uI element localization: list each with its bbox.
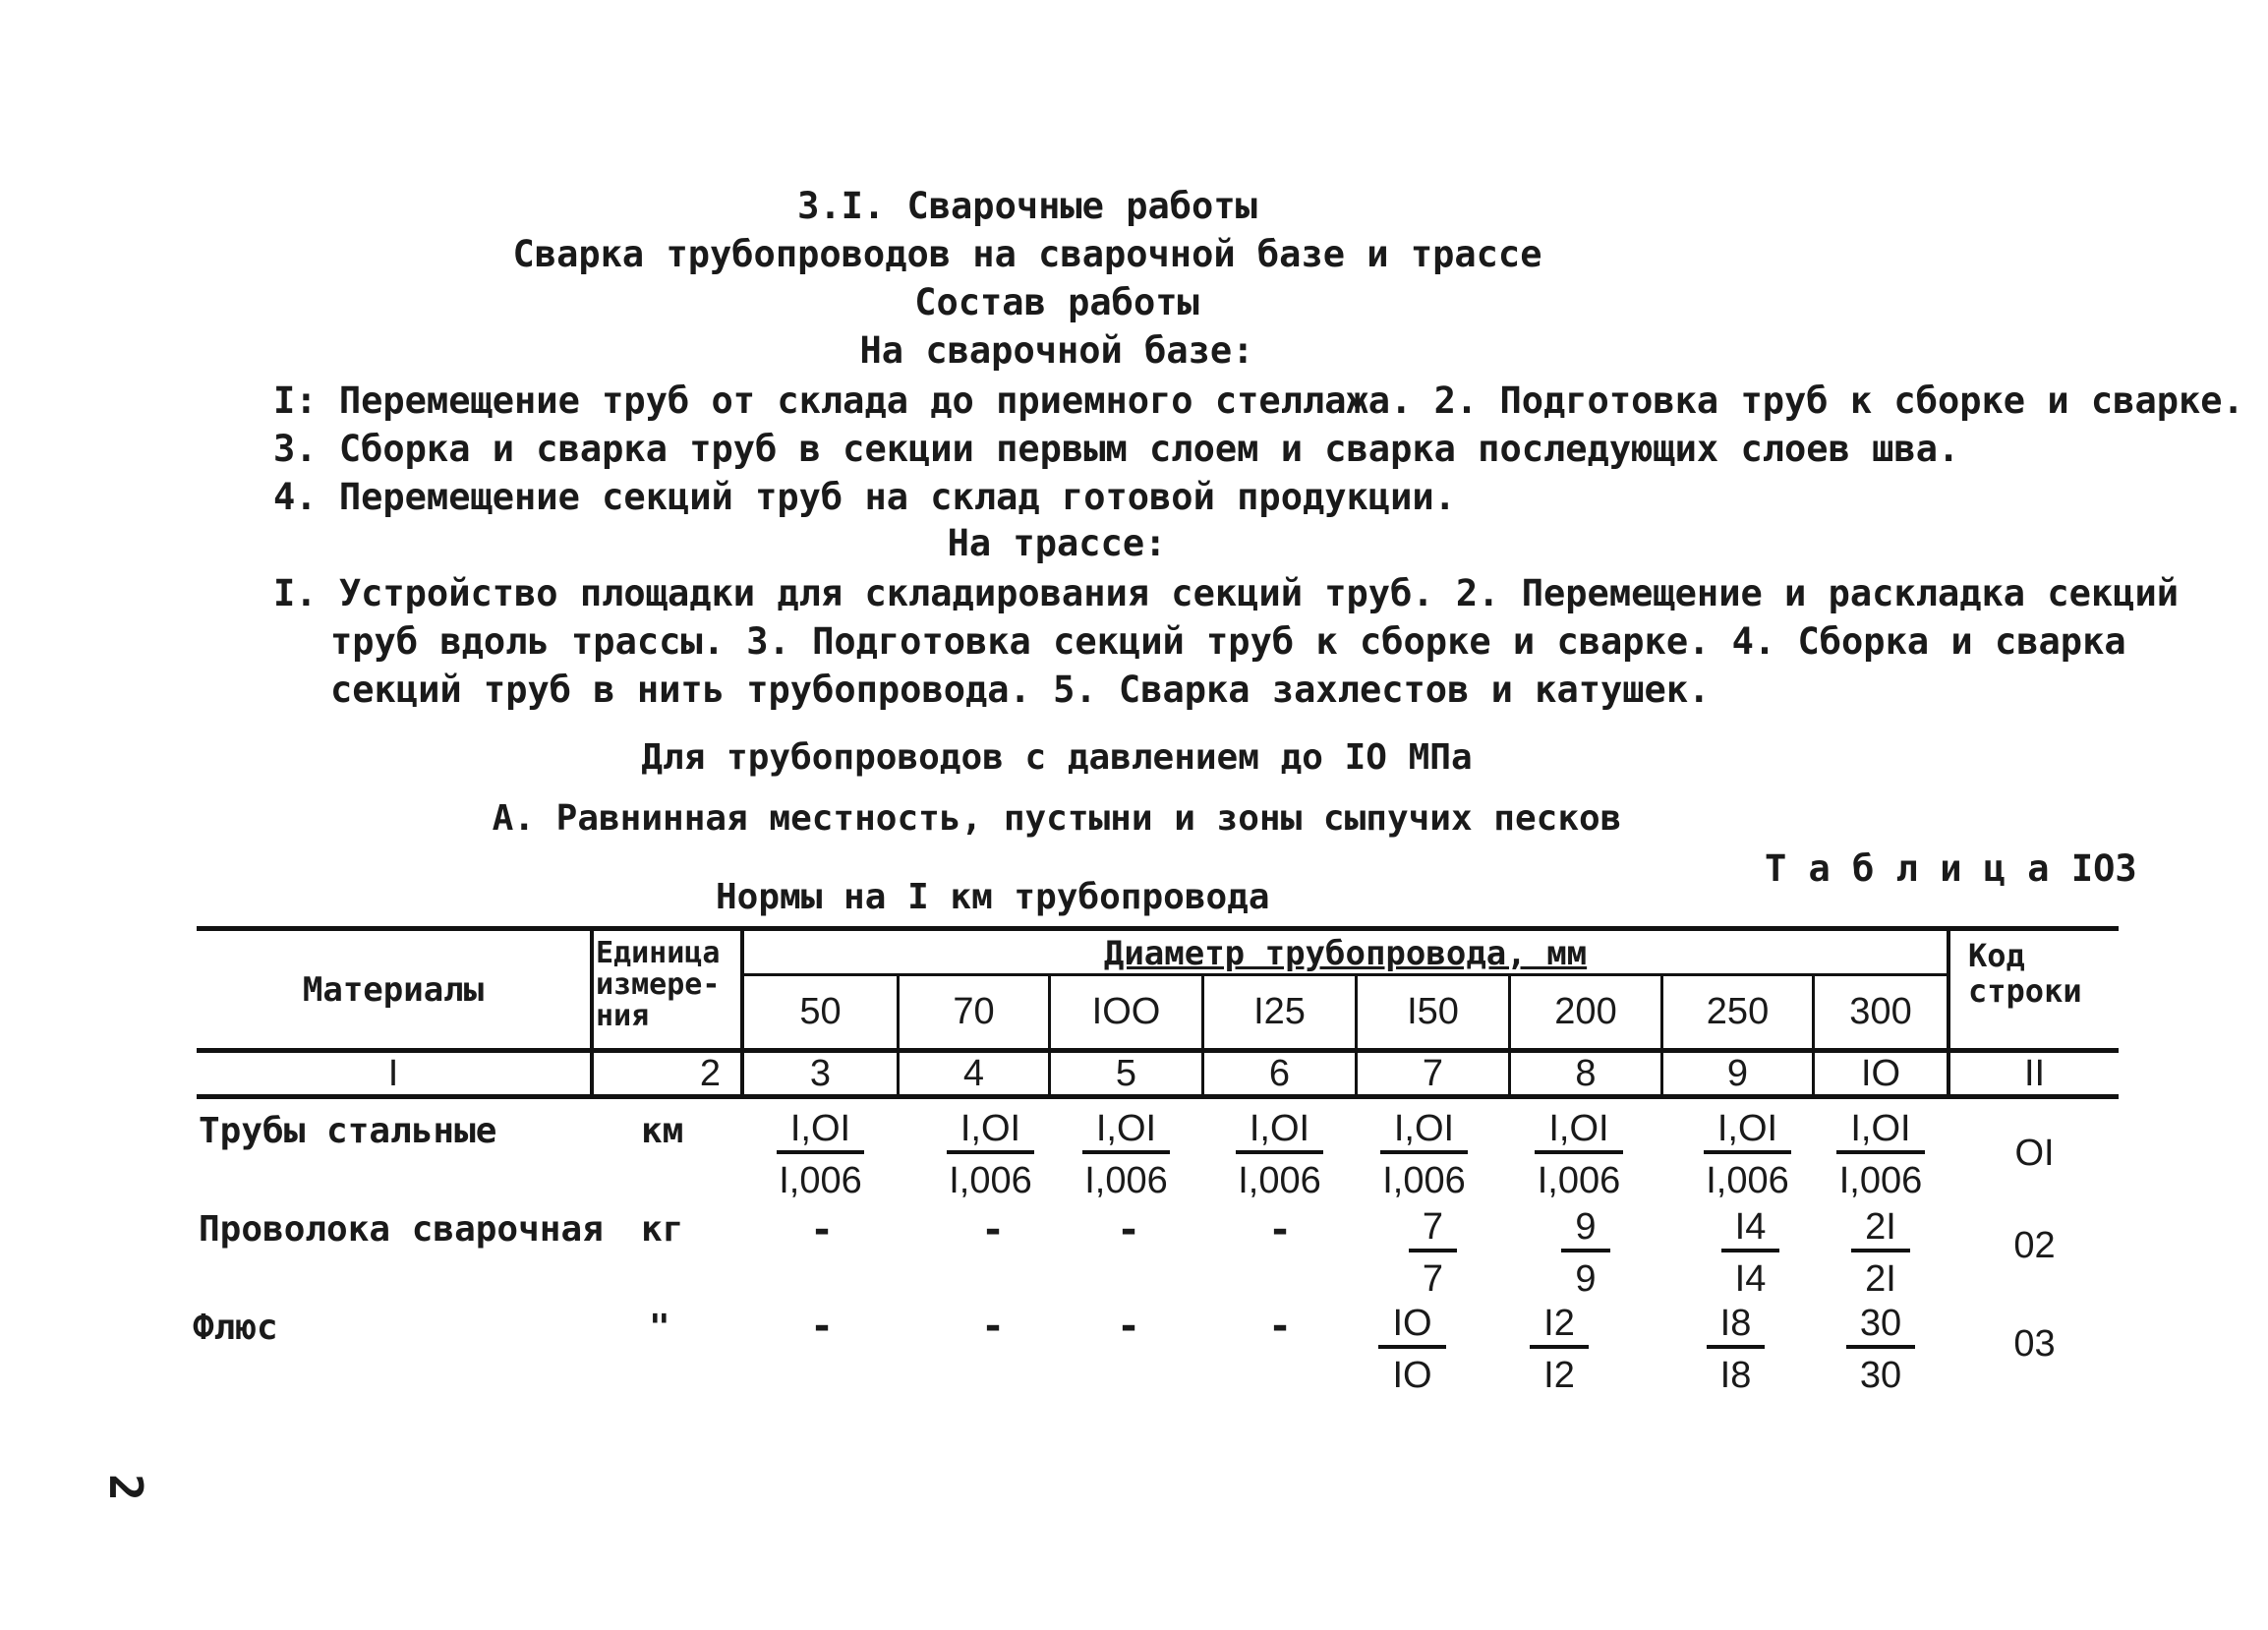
- value-fraction: $\frac{I2}{I2}$: [1484, 1302, 1634, 1398]
- col-number: I: [387, 1052, 399, 1094]
- value-fraction: $\frac{9}{9}$: [1511, 1205, 1660, 1302]
- route-label: На трассе:: [947, 522, 1167, 564]
- header-code-line: Код: [1968, 937, 2025, 974]
- header-unit-line: ния: [596, 999, 650, 1033]
- col-number: 3: [809, 1052, 832, 1094]
- diameter-cell: I50: [1407, 991, 1459, 1032]
- route-step-line: I. Устройство площадки для складирования секций труб. 2. Перемещение и раскладка секций: [273, 572, 2180, 614]
- norms-caption: Нормы на I км трубопровода: [716, 877, 1270, 917]
- diameter-cell: 50: [799, 991, 842, 1032]
- value-fraction: $\frac{IO}{IO}$: [1337, 1302, 1487, 1398]
- value-fraction: $\frac{2I}{2I}$: [1815, 1205, 1947, 1302]
- empty-dash: -: [809, 1304, 835, 1349]
- col-number: 9: [1726, 1052, 1749, 1094]
- diameter-cell: 250: [1706, 991, 1770, 1032]
- colnum-bottom-rule: [197, 1094, 2119, 1099]
- empty-dash: -: [980, 1304, 1006, 1349]
- col-number: 5: [1115, 1052, 1137, 1094]
- value-fraction: $\frac{I4}{I4}$: [1676, 1205, 1825, 1302]
- value-fraction: $\frac{I,OI}{I,006}$: [1673, 1107, 1822, 1203]
- empty-dash: -: [980, 1207, 1006, 1252]
- value-fraction: $\frac{I,OI}{I,006}$: [914, 1107, 1067, 1203]
- row-code: 03: [2013, 1322, 2056, 1365]
- row-unit: ": [649, 1308, 670, 1348]
- value-fraction: $\frac{7}{7}$: [1358, 1205, 1508, 1302]
- route-step-line: секций труб в нить трубопровода. 5. Сварка захлестов и катушек.: [330, 669, 1711, 711]
- terrain-note: А. Равнинная местность, пустыни и зоны сыпучих песков: [492, 798, 1622, 839]
- col-number: 6: [1268, 1052, 1291, 1094]
- value-fraction: $\frac{I,OI}{I,006}$: [1809, 1107, 1952, 1203]
- header-unit-line: измере-: [596, 967, 721, 1002]
- section-title: 3.I. Сварочные работы: [797, 185, 1257, 227]
- row-material: Флюс: [193, 1308, 278, 1348]
- header-materials: Материалы: [302, 970, 485, 1010]
- col-number: 8: [1575, 1052, 1597, 1094]
- col-number: 4: [962, 1052, 985, 1094]
- value-fraction: $\frac{I,OI}{I,006}$: [744, 1107, 897, 1203]
- diameter-cell: I25: [1253, 991, 1306, 1032]
- diameter-cell: 300: [1849, 991, 1912, 1032]
- empty-dash: -: [1267, 1304, 1293, 1349]
- row-code: 02: [2013, 1224, 2056, 1266]
- route-step-line: труб вдоль трассы. 3. Подготовка секций труб к сборке и сварке. 4. Сборка и сварка: [330, 620, 2126, 663]
- work-composition-heading: Состав работы: [914, 281, 1199, 323]
- base-step-line: 3. Сборка и сварка труб в секции первым слоем и сварка последующих слоев шва.: [273, 428, 1960, 470]
- value-fraction: $\frac{30}{30}$: [1815, 1302, 1947, 1398]
- value-fraction: $\frac{I,OI}{I,006}$: [1504, 1107, 1654, 1203]
- row-material: Проволока сварочная: [199, 1209, 604, 1250]
- header-unit-line: Единица: [596, 936, 721, 970]
- row-code: OI: [2014, 1132, 2055, 1174]
- empty-dash: -: [1267, 1207, 1293, 1252]
- diameter-cell: IOO: [1091, 991, 1161, 1032]
- subtitle: Сварка трубопроводов на сварочной базе и трассе: [512, 233, 1542, 275]
- empty-dash: -: [809, 1207, 835, 1252]
- value-fraction: $\frac{I,OI}{I,006}$: [1204, 1107, 1355, 1203]
- header-unit: [596, 938, 720, 1032]
- row-unit: км: [641, 1111, 684, 1151]
- diameter-cell: 70: [953, 991, 995, 1032]
- header-code-line: строки: [1968, 972, 2082, 1010]
- value-fraction: $\frac{I8}{I8}$: [1661, 1302, 1810, 1398]
- base-step-line: 4. Перемещение секций труб на склад готовой продукции.: [273, 476, 1456, 518]
- row-material: Трубы стальные: [199, 1111, 497, 1151]
- col-number: II: [2023, 1052, 2046, 1094]
- col-number: IO: [1860, 1052, 1901, 1094]
- empty-dash: -: [1116, 1207, 1141, 1252]
- diameter-cell: 200: [1554, 991, 1617, 1032]
- pressure-note: Для трубопроводов с давлением до IO МПа: [641, 737, 1473, 778]
- page-mark: 2: [98, 1474, 152, 1501]
- base-label: На сварочной базе:: [859, 329, 1254, 372]
- header-code: [1968, 938, 2082, 1009]
- empty-dash: -: [1116, 1304, 1141, 1349]
- header-diameter: Диаметр трубопровода, мм: [1103, 934, 1588, 973]
- col-number: 7: [1422, 1052, 1444, 1094]
- col-number: 2: [699, 1052, 721, 1094]
- table-number: Т а б л и ц а IO3: [1765, 847, 2137, 890]
- value-fraction: $\frac{I,OI}{I,006}$: [1051, 1107, 1201, 1203]
- base-step-line: I: Перемещение труб от склада до приемного стеллажа. 2. Подготовка труб к сборке и сварке.: [273, 379, 2244, 422]
- value-fraction: $\frac{I,OI}{I,006}$: [1349, 1107, 1499, 1203]
- row-unit: кг: [641, 1209, 684, 1250]
